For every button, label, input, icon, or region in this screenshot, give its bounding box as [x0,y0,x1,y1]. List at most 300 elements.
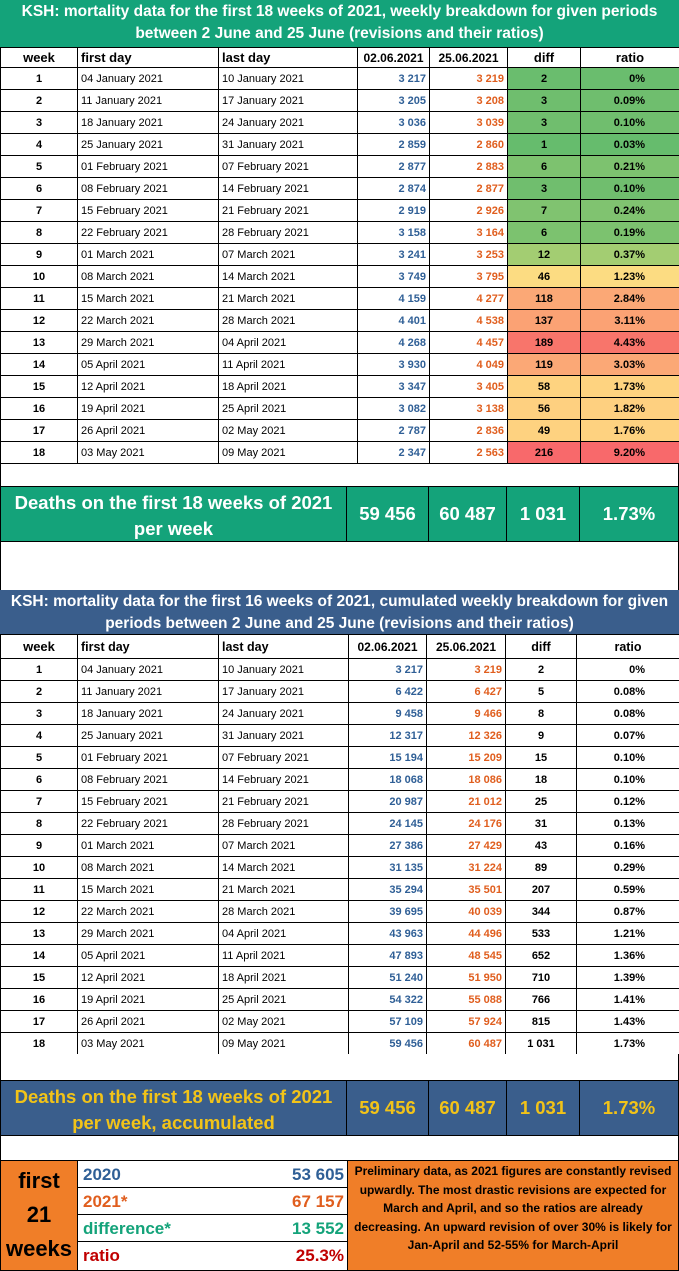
value-2506-cell: 2 877 [430,178,508,200]
last-day-cell: 25 April 2021 [219,989,349,1011]
col-diff: diff [506,635,577,659]
week-cell: 5 [1,156,78,178]
comparison-value: 53 605 [292,1165,344,1184]
table-row [1,134,679,156]
table-row [1,398,679,420]
last-day-cell: 17 January 2021 [219,681,349,703]
spacer [0,542,679,590]
value-2506-cell: 55 088 [427,989,506,1011]
value-0206-cell: 39 695 [349,901,427,923]
comparison-key: difference* [83,1219,171,1238]
diff-cell: 7 [508,200,581,222]
first-day-cell: 03 May 2021 [78,1033,219,1055]
first-day-cell: 04 January 2021 [78,68,219,90]
table-row [1,1033,679,1055]
diff-cell: 18 [506,769,577,791]
first-day-cell: 12 April 2021 [78,967,219,989]
week-cell: 4 [1,725,78,747]
col-date1: 02.06.2021 [358,48,430,68]
comparison-key: 2020 [83,1165,121,1184]
label-word-21: 21 [26,1202,52,1227]
cumulative-table [0,634,679,1055]
diff-cell: 815 [506,1011,577,1033]
value-0206-cell: 59 456 [349,1033,427,1055]
ratio-cell: 0.10% [581,112,679,134]
value-2506-cell: 57 924 [427,1011,506,1033]
week-cell: 17 [1,420,78,442]
value-2506-cell: 2 883 [430,156,508,178]
table-row [1,200,679,222]
ratio-cell: 1.39% [577,967,679,989]
comparison-row [78,1215,347,1242]
value-0206-cell: 2 919 [358,200,430,222]
comparison-value: 67 157 [292,1192,344,1211]
last-day-cell: 31 January 2021 [219,725,349,747]
week-cell: 15 [1,376,78,398]
week-cell: 4 [1,134,78,156]
summary1-label: Deaths on the first 18 weeks of 2021 per week [1,487,347,541]
last-day-cell: 09 May 2021 [219,442,358,464]
diff-cell: 118 [508,288,581,310]
value-0206-cell: 47 893 [349,945,427,967]
week-cell: 3 [1,703,78,725]
value-2506-cell: 51 950 [427,967,506,989]
diff-cell: 58 [508,376,581,398]
value-2506-cell: 3 164 [430,222,508,244]
col-date2: 25.06.2021 [427,635,506,659]
last-day-cell: 18 April 2021 [219,967,349,989]
first-day-cell: 01 February 2021 [78,156,219,178]
last-day-cell: 10 January 2021 [219,659,349,681]
ratio-cell: 0.09% [581,90,679,112]
table-row [1,112,679,134]
diff-cell: 89 [506,857,577,879]
table1-header-row [1,48,679,68]
ratio-cell: 0.08% [577,681,679,703]
table-row [1,310,679,332]
ratio-cell: 0.59% [577,879,679,901]
value-0206-cell: 2 874 [358,178,430,200]
table-row [1,703,679,725]
week-cell: 10 [1,857,78,879]
summary1-diff: 1 031 [507,487,580,541]
value-0206-cell: 15 194 [349,747,427,769]
value-2506-cell: 4 538 [430,310,508,332]
table1-summary [0,486,679,542]
week-cell: 8 [1,813,78,835]
table-row [1,288,679,310]
table-row [1,266,679,288]
summary1-v1: 59 456 [347,487,429,541]
first-day-cell: 29 March 2021 [78,923,219,945]
ratio-cell: 1.21% [577,923,679,945]
value-2506-cell: 48 545 [427,945,506,967]
value-2506-cell: 44 496 [427,923,506,945]
value-2506-cell: 2 860 [430,134,508,156]
col-week: week [1,48,78,68]
summary1-ratio: 1.73% [602,503,656,524]
col-date1: 02.06.2021 [349,635,427,659]
table-row [1,813,679,835]
value-0206-cell: 54 322 [349,989,427,1011]
diff-cell: 766 [506,989,577,1011]
last-day-cell: 28 February 2021 [219,222,358,244]
table2-summary [0,1080,679,1136]
last-day-cell: 17 January 2021 [219,90,358,112]
table-row [1,90,679,112]
first-day-cell: 29 March 2021 [78,332,219,354]
table-row [1,222,679,244]
diff-cell: 12 [508,244,581,266]
col-week: week [1,635,78,659]
week-cell: 13 [1,332,78,354]
last-day-cell: 28 February 2021 [219,813,349,835]
diff-cell: 25 [506,791,577,813]
last-day-cell: 11 April 2021 [219,354,358,376]
week-cell: 14 [1,945,78,967]
week-cell: 16 [1,398,78,420]
week-cell: 9 [1,835,78,857]
ratio-cell: 1.43% [577,1011,679,1033]
first-day-cell: 03 May 2021 [78,442,219,464]
week-cell: 15 [1,967,78,989]
ratio-cell: 4.43% [581,332,679,354]
ratio-cell: 1.73% [581,376,679,398]
first-day-cell: 08 March 2021 [78,266,219,288]
first-day-cell: 25 January 2021 [78,725,219,747]
value-2506-cell: 3 208 [430,90,508,112]
value-2506-cell: 27 429 [427,835,506,857]
diff-cell: 207 [506,879,577,901]
value-2506-cell: 2 563 [430,442,508,464]
value-0206-cell: 24 145 [349,813,427,835]
last-day-cell: 07 February 2021 [219,156,358,178]
diff-cell: 216 [508,442,581,464]
diff-cell: 652 [506,945,577,967]
week-cell: 11 [1,288,78,310]
week-cell: 7 [1,791,78,813]
comparison-row [78,1161,347,1188]
value-2506-cell: 24 176 [427,813,506,835]
value-0206-cell: 51 240 [349,967,427,989]
week-cell: 5 [1,747,78,769]
value-2506-cell: 2 836 [430,420,508,442]
value-0206-cell: 3 082 [358,398,430,420]
ratio-cell: 0.10% [577,747,679,769]
ratio-cell: 0.16% [577,835,679,857]
value-2506-cell: 60 487 [427,1033,506,1055]
last-day-cell: 28 March 2021 [219,901,349,923]
first-day-cell: 08 February 2021 [78,769,219,791]
value-2506-cell: 3 219 [427,659,506,681]
label-word-first: first [18,1168,60,1193]
diff-cell: 6 [508,156,581,178]
first-day-cell: 12 April 2021 [78,376,219,398]
week-cell: 18 [1,1033,78,1055]
last-day-cell: 24 January 2021 [219,703,349,725]
first-day-cell: 04 January 2021 [78,659,219,681]
ratio-cell: 0.10% [581,178,679,200]
value-0206-cell: 3 205 [358,90,430,112]
col-ratio: ratio [581,48,679,68]
table-row [1,901,679,923]
diff-cell: 8 [506,703,577,725]
ratio-cell: 0.87% [577,901,679,923]
week-cell: 18 [1,442,78,464]
first-day-cell: 11 January 2021 [78,90,219,112]
value-2506-cell: 3 138 [430,398,508,420]
ratio-cell: 1.76% [581,420,679,442]
last-day-cell: 28 March 2021 [219,310,358,332]
spacer [0,464,679,486]
value-0206-cell: 3 217 [358,68,430,90]
last-day-cell: 14 March 2021 [219,266,358,288]
week-cell: 12 [1,310,78,332]
first-day-cell: 22 March 2021 [78,310,219,332]
ratio-cell: 0.21% [581,156,679,178]
ratio-cell: 0.03% [581,134,679,156]
last-day-cell: 21 February 2021 [219,791,349,813]
week-cell: 1 [1,68,78,90]
week-cell: 10 [1,266,78,288]
value-0206-cell: 3 930 [358,354,430,376]
value-0206-cell: 35 294 [349,879,427,901]
diff-cell: 1 031 [506,1033,577,1055]
ratio-cell: 1.36% [577,945,679,967]
first-day-cell: 26 April 2021 [78,420,219,442]
table-row [1,681,679,703]
col-ratio: ratio [577,635,679,659]
table-row [1,879,679,901]
value-2506-cell: 18 086 [427,769,506,791]
ratio-cell: 0.10% [577,769,679,791]
table-row [1,332,679,354]
col-date2: 25.06.2021 [430,48,508,68]
first-day-cell: 19 April 2021 [78,989,219,1011]
ratio-cell: 9.20% [581,442,679,464]
last-day-cell: 14 March 2021 [219,857,349,879]
last-day-cell: 07 February 2021 [219,747,349,769]
value-0206-cell: 31 135 [349,857,427,879]
weekly-table [0,47,679,464]
comparison-value: 13 552 [292,1219,344,1238]
last-day-cell: 18 April 2021 [219,376,358,398]
value-0206-cell: 3 241 [358,244,430,266]
last-day-cell: 02 May 2021 [219,1011,349,1033]
week-cell: 8 [1,222,78,244]
week-cell: 3 [1,112,78,134]
first-day-cell: 26 April 2021 [78,1011,219,1033]
week-cell: 16 [1,989,78,1011]
summary2-v1: 59 456 [347,1081,429,1135]
first-day-cell: 18 January 2021 [78,112,219,134]
table-row [1,989,679,1011]
table-row [1,967,679,989]
diff-cell: 56 [508,398,581,420]
week-cell: 6 [1,769,78,791]
last-day-cell: 31 January 2021 [219,134,358,156]
first-day-cell: 25 January 2021 [78,134,219,156]
comparison-key: 2021* [83,1192,128,1211]
last-day-cell: 04 April 2021 [219,923,349,945]
first-day-cell: 01 March 2021 [78,244,219,266]
ratio-cell: 1.41% [577,989,679,1011]
diff-cell: 3 [508,90,581,112]
table-row [1,68,679,90]
value-0206-cell: 2 877 [358,156,430,178]
value-0206-cell: 57 109 [349,1011,427,1033]
table-row [1,659,679,681]
last-day-cell: 04 April 2021 [219,332,358,354]
diff-cell: 49 [508,420,581,442]
value-0206-cell: 27 386 [349,835,427,857]
diff-cell: 31 [506,813,577,835]
week-cell: 17 [1,1011,78,1033]
value-0206-cell: 3 036 [358,112,430,134]
last-day-cell: 14 February 2021 [219,178,358,200]
week-cell: 2 [1,681,78,703]
table2-header-row [1,635,679,659]
first-day-cell: 18 January 2021 [78,703,219,725]
week-cell: 7 [1,200,78,222]
value-0206-cell: 18 068 [349,769,427,791]
diff-cell: 5 [506,681,577,703]
ratio-cell: 0.19% [581,222,679,244]
table-row [1,747,679,769]
value-2506-cell: 9 466 [427,703,506,725]
comparison-rows [78,1161,347,1270]
table-row [1,420,679,442]
first-21-weeks-label [1,1161,78,1270]
value-2506-cell: 3 795 [430,266,508,288]
summary1-v2: 60 487 [429,487,507,541]
diff-cell: 3 [508,178,581,200]
table-row [1,156,679,178]
value-0206-cell: 6 422 [349,681,427,703]
value-0206-cell: 4 159 [358,288,430,310]
last-day-cell: 09 May 2021 [219,1033,349,1055]
summary2-label: Deaths on the first 18 weeks of 2021 per week, accumulated [1,1081,347,1135]
diff-cell: 9 [506,725,577,747]
table-row [1,835,679,857]
value-2506-cell: 2 926 [430,200,508,222]
first-day-cell: 05 April 2021 [78,945,219,967]
week-cell: 12 [1,901,78,923]
first-day-cell: 01 March 2021 [78,835,219,857]
value-0206-cell: 43 963 [349,923,427,945]
first-day-cell: 22 February 2021 [78,222,219,244]
table-row [1,725,679,747]
comparison-row [78,1188,347,1215]
first-day-cell: 05 April 2021 [78,354,219,376]
col-diff: diff [508,48,581,68]
ratio-cell: 1.82% [581,398,679,420]
value-0206-cell: 4 268 [358,332,430,354]
table-row [1,442,679,464]
table-row [1,178,679,200]
value-0206-cell: 2 859 [358,134,430,156]
first-day-cell: 19 April 2021 [78,398,219,420]
value-2506-cell: 40 039 [427,901,506,923]
value-0206-cell: 20 987 [349,791,427,813]
col-last-day: last day [219,635,349,659]
value-2506-cell: 12 326 [427,725,506,747]
value-0206-cell: 3 347 [358,376,430,398]
week-cell: 14 [1,354,78,376]
table-row [1,923,679,945]
first-day-cell: 11 January 2021 [78,681,219,703]
col-last-day: last day [219,48,358,68]
week-cell: 1 [1,659,78,681]
last-day-cell: 21 March 2021 [219,288,358,310]
summary2-v2: 60 487 [429,1081,507,1135]
ratio-cell: 0.37% [581,244,679,266]
ratio-cell: 3.11% [581,310,679,332]
diff-cell: 46 [508,266,581,288]
week-cell: 11 [1,879,78,901]
preliminary-note: Preliminary data, as 2021 figures are constantly revised upwardly. The most drastic revisions are expected for March and April, and so the ratios are already decreasing. An upward revision of over 30% is likely for Jan-April and 52-55% for March-April [347,1161,678,1270]
table-row [1,769,679,791]
diff-cell: 344 [506,901,577,923]
value-2506-cell: 4 049 [430,354,508,376]
value-2506-cell: 6 427 [427,681,506,703]
diff-cell: 710 [506,967,577,989]
ratio-cell: 0.29% [577,857,679,879]
ratio-cell: 0.12% [577,791,679,813]
value-0206-cell: 3 217 [349,659,427,681]
ratio-cell: 0.07% [577,725,679,747]
first-21-weeks-box [0,1160,679,1271]
table-row [1,244,679,266]
diff-cell: 15 [506,747,577,769]
table-row [1,791,679,813]
last-day-cell: 25 April 2021 [219,398,358,420]
label-word-weeks: weeks [5,1236,73,1261]
first-day-cell: 15 March 2021 [78,288,219,310]
first-day-cell: 15 March 2021 [78,879,219,901]
summary2-ratio: 1.73% [602,1097,656,1118]
value-0206-cell: 4 401 [358,310,430,332]
value-0206-cell: 2 787 [358,420,430,442]
first-day-cell: 08 February 2021 [78,178,219,200]
value-2506-cell: 4 457 [430,332,508,354]
value-0206-cell: 12 317 [349,725,427,747]
last-day-cell: 10 January 2021 [219,68,358,90]
last-day-cell: 11 April 2021 [219,945,349,967]
last-day-cell: 14 February 2021 [219,769,349,791]
diff-cell: 189 [508,332,581,354]
first-day-cell: 01 February 2021 [78,747,219,769]
value-0206-cell: 9 458 [349,703,427,725]
week-cell: 13 [1,923,78,945]
first-day-cell: 22 February 2021 [78,813,219,835]
week-cell: 9 [1,244,78,266]
diff-cell: 119 [508,354,581,376]
diff-cell: 533 [506,923,577,945]
value-2506-cell: 4 277 [430,288,508,310]
diff-cell: 3 [508,112,581,134]
last-day-cell: 02 May 2021 [219,420,358,442]
week-cell: 2 [1,90,78,112]
spacer [0,1136,679,1160]
value-2506-cell: 35 501 [427,879,506,901]
table-row [1,376,679,398]
ratio-cell: 1.23% [581,266,679,288]
col-first-day: first day [78,635,219,659]
value-2506-cell: 3 219 [430,68,508,90]
diff-cell: 43 [506,835,577,857]
ratio-cell: 0.24% [581,200,679,222]
